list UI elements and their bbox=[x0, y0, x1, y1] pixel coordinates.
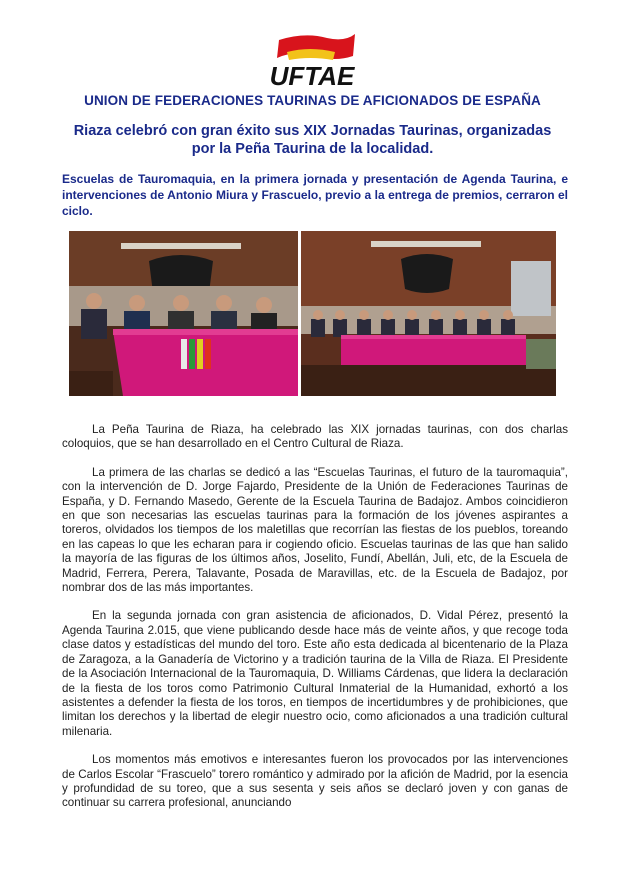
organization-name: UNION DE FEDERACIONES TAURINAS DE AFICIONADOS DE ESPAÑA bbox=[84, 93, 541, 108]
article-paragraph-1: La Peña Taurina de Riaza, ha celebrado las XIX jornadas taurinas, con dos charlas coloquios, que se han desarrollado en el Centro Cultural de Riaza. bbox=[62, 423, 568, 451]
article-body bbox=[62, 423, 568, 825]
subheadline: Escuelas de Tauromaquia, en la primera jornada y presentación de Agenda Taurina, e intervenciones de Antonio Miura y Frascuelo, previo a la entrega de premios, cerraron el ciclo. bbox=[62, 172, 568, 218]
headline-line-1: Riaza celebró con gran éxito sus XIX Jornadas Taurinas, organizadas bbox=[73, 123, 552, 139]
article-paragraph-3: En la segunda jornada con gran asistencia de aficionados, D. Vidal Pérez, presentó la Agenda Taurina 2.015, que viene publicando desde hace más de veinte años, y que recoge toda clase datos y estadísticas del mundo del toro. Este año esta dedicada al bicentenario de la Plaza de Zaragoza, a la Ganadería de Victorino y a tradición taurina de la Villa de Riaza. El Presidente de la Asociación Internacional de la Tauromaquia, D. Williams Cárdenas, que lidera la declaración de la fiesta de los toros como Patrimonio Cultural Inmaterial de la Humanidad, exhortó a los asistentes a defender la fiesta de los toros, en tiempos de incertidumbres y de prohibiciones, que limitan los derechos y la libertad de elegir nuestro ocio, como aficionados a una tradición cultural milenaria. bbox=[62, 609, 568, 738]
headline bbox=[40, 122, 585, 158]
logo-text: UFTAE bbox=[269, 61, 355, 91]
conference-hall-photo bbox=[301, 231, 556, 396]
article-paragraph-4: Los momentos más emotivos e interesantes fueron los provocados por las intervenciones de Carlos Escolar “Frascuelo” torero romántico y admirado por la afición de Madrid, por la esencia y profundidad de su toreo, que a sus sesenta y seis años se declaró joven y con ganas de continuar su carrera profesional, anunciando bbox=[62, 753, 568, 810]
headline-line-2: por la Peña Taurina de la localidad. bbox=[191, 141, 434, 157]
uftae-logo bbox=[265, 30, 359, 92]
conference-table-photo bbox=[69, 231, 298, 396]
article-paragraph-2: La primera de las charlas se dedicó a las “Escuelas Taurinas, el futuro de la tauromaquia”, con la intervención de D. Jorge Fajardo, Presidente de la Unión de Federaciones Taurinas de España, y D. Fernando Masedo, Gerente de la Escuela Taurina de Badajoz. Ambos coincidieron en que son necesarias las escuelas taurinas para la formación de los jóvenes aspirantes a toreros, olvidados los tiempos de los maletillas que recorrían las fiestas de los pueblos, toreando en las capeas lo que les echaran para ir cogiendo oficio. Escuelas taurinas de las que han salido la mayoría de las figuras de los últimos años, Joselito, Fundí, Abellán, Juli, etc, de la Escuela de Madrid, Ferrera, Perera, Talavante, Posada de Maravillas, etc. de la Escuela de Badajoz, por nombrar dos de las más importantes. bbox=[62, 465, 568, 595]
